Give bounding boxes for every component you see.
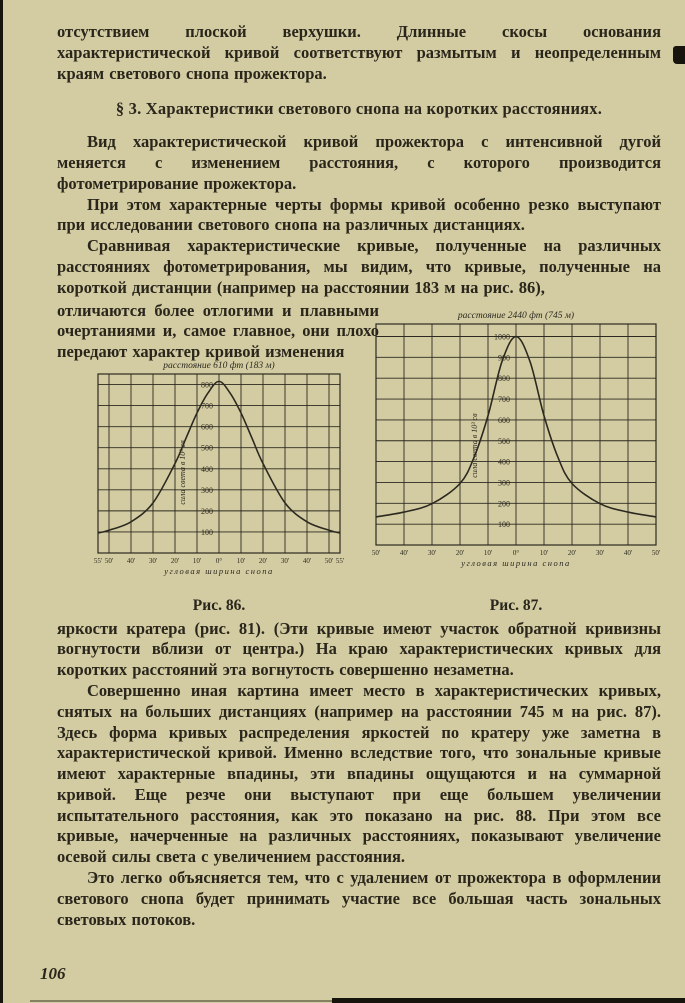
svg-text:600: 600 [201,422,213,432]
paragraph-5: Совершенно иная картина имеет место в характеристических кривых, снятых на больших дистанциях (например на расстоянии 745 м на рис. 87). Здесь форма кривых распределения яркостей по кратеру уже заметна в характеристической кривой. Именно вследствие того, что зональные кривые имеют характерные впадины, эти впадины ощущаются и на суммарной кривой. Еще резче они выступают при еще большем увеличении испытательного расстояния, как это показано на рис. 88. При этом все кривые, начерченные на различных расстояниях, показывают увеличение осевой силы света с увеличением расстояния. [57,680,661,867]
svg-text:10': 10' [236,556,246,565]
svg-text:30': 30' [595,548,605,557]
svg-text:700: 700 [498,394,510,404]
svg-text:40': 40' [623,548,633,557]
svg-text:сила света в 10³ св: сила света в 10³ св [178,439,188,505]
svg-text:сила света в 10³ св: сила света в 10³ св [469,412,479,478]
svg-text:40': 40' [399,548,409,557]
svg-text:400: 400 [201,464,213,474]
figure-87-chart [371,309,661,578]
svg-text:700: 700 [201,401,213,411]
svg-text:угловая ширина снопа: угловая ширина снопа [461,557,571,568]
scan-edge-left [0,0,3,1003]
scan-edge-bottom [332,998,685,1003]
svg-text:100: 100 [498,519,510,529]
paragraph-2: При этом характерные черты формы кривой особенно резко выступают при исследовании светового снопа на различных дистанциях. [57,194,661,235]
svg-text:100: 100 [201,527,213,537]
svg-text:500: 500 [498,436,510,446]
svg-text:300: 300 [498,478,510,488]
svg-text:расстояние 610 фт (183 м): расстояние 610 фт (183 м) [163,360,275,371]
svg-text:расстояние 2440 фт (745 м): расстояние 2440 фт (745 м) [457,310,575,321]
svg-text:300: 300 [201,485,213,495]
svg-text:20': 20' [170,556,180,565]
svg-text:0°: 0° [512,548,520,557]
page-body [57,22,661,930]
svg-text:800: 800 [498,373,510,383]
svg-text:20': 20' [567,548,577,557]
paragraph-3: Сравнивая характеристические кривые, полученные на различных расстояниях фотометрирования, мы видим, что кривые, полученные на короткой дистанции (например на расстоянии 183 м на рис. 86), [57,236,661,297]
svg-text:200: 200 [498,498,510,508]
svg-text:10': 10' [539,548,549,557]
svg-text:30': 30' [427,548,437,557]
figure-86-chart [93,359,345,586]
paragraph-1: Вид характеристической кривой прожектора с интенсивной дугой меняется с изменением расстояния, с которого производится фотометрирование прожектора. [57,132,661,193]
svg-text:10': 10' [192,556,202,565]
svg-text:200: 200 [201,506,213,516]
paragraph-6: Это легко объясняется тем, что с удалением от прожектора в оформлении светового снопа будет принимать участие все большая часть зональных световых потоков. [57,867,661,929]
svg-text:10': 10' [483,548,493,557]
svg-text:20': 20' [455,548,465,557]
svg-text:40': 40' [302,556,312,565]
svg-text:40': 40' [126,556,136,565]
paragraph-4: яркости кратера (рис. 81). (Эти кривые имеют участок обратной кривизны вогнутости вблизи от центра.) На краю характеристических кривых для коротких расстояний эта вогнутость совершенно незаметна. [57,618,661,680]
svg-text:50': 50' [324,556,334,565]
svg-text:900: 900 [498,352,510,362]
page-number: 106 [40,964,66,983]
figures-section [57,301,661,619]
scan-corner-mark [673,46,685,64]
svg-text:55': 55' [93,556,103,565]
svg-text:500: 500 [201,443,213,453]
figure-87-caption: Рис. 87. [489,596,543,614]
scan-edge-bottom-thin [30,1000,332,1002]
paragraph-intro: отсутствием плоской верхушки. Длинные скосы основания характеристической кривой соответствуют размытым и неопределенным краям светового снопа прожектора. [57,22,661,83]
figure-86-caption: Рис. 86. [192,596,246,614]
svg-text:50': 50' [651,548,661,557]
section-heading: § 3. Характеристики светового снопа на коротких расстояниях. [115,99,603,119]
svg-text:30': 30' [280,556,290,565]
paragraph-3-wrap: отличаются более отлогими и плавными очертаниями и, самое главное, они плохо передают характер кривой изменения [57,300,379,362]
svg-text:50': 50' [104,556,114,565]
svg-text:50': 50' [371,548,381,557]
svg-text:400: 400 [498,457,510,467]
svg-text:800: 800 [201,380,213,390]
svg-text:0°: 0° [215,556,223,565]
svg-text:угловая ширина снопа: угловая ширина снопа [164,565,274,576]
svg-text:1000: 1000 [494,332,510,342]
svg-text:20': 20' [258,556,268,565]
svg-text:30': 30' [148,556,158,565]
svg-text:55': 55' [335,556,345,565]
svg-text:600: 600 [498,415,510,425]
